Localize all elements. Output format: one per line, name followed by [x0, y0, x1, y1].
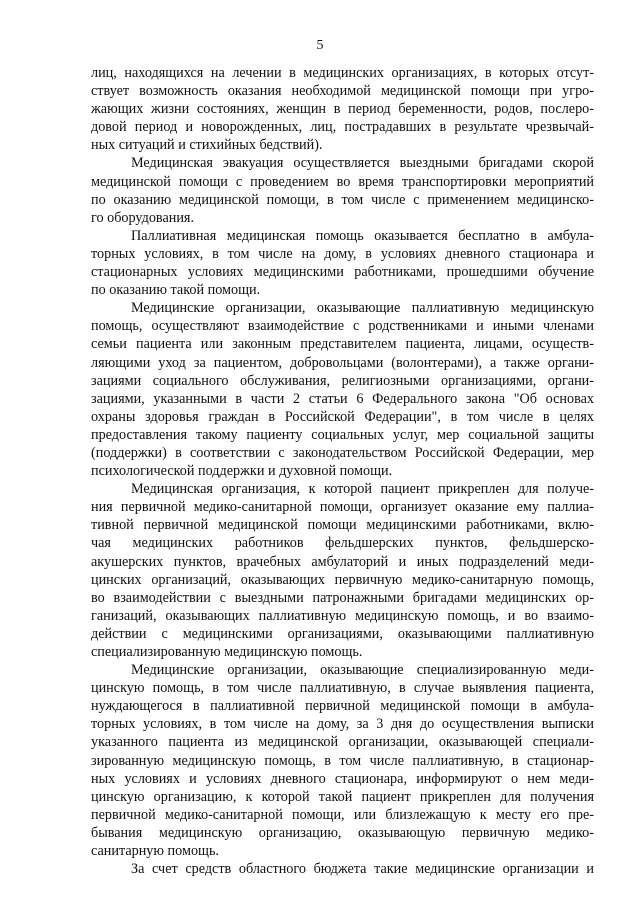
- text-line: лиц, находящихся на лечении в медицинских организациях, в которых отсут-: [91, 65, 594, 81]
- text-line: специализированную медицинскую помощь.: [91, 644, 363, 660]
- text-line: тивной первичной медицинской помощи медицинскими работниками, вклю-: [91, 517, 594, 534]
- text-line: во взаимодействии с выездными патронажными бригадами медицинских ор-: [91, 589, 594, 606]
- text-line: указанного пациента из медицинской организации, оказывающей специали-: [91, 734, 594, 751]
- text-line: зированную медицинскую помощь, в том числе паллиативную, в стационар-: [91, 752, 594, 769]
- text-line: помощь, осуществляют взаимодействие с родственниками и иными членами: [91, 318, 594, 335]
- text-line: нуждающегося в паллиативной первичной медицинской помощи в амбула-: [91, 698, 594, 715]
- text-line: семьи пациента или законным представителем пациента, лицами, осуществ-: [91, 336, 594, 353]
- text-line: ляющими уход за пациентом, добровольцами (волонтерами), а также органи-: [91, 354, 594, 371]
- text-line: охраны здоровья граждан в Российской Федерации", в том числе в целях: [91, 408, 594, 425]
- text-line: цинских организаций, оказывающих первичную медико-санитарную помощь,: [91, 571, 594, 588]
- text-line: торных условиях, в том числе на дому, в условиях дневного стационара и: [91, 245, 594, 262]
- text-line: го оборудования.: [91, 209, 194, 226]
- text-line: зациями, указанными в части 2 статьи 6 Федерального закона "Об основах: [91, 390, 594, 407]
- text-line: жающих жизни состояниях, женщин в период беременности, родов, послеро-: [91, 101, 594, 118]
- text-line: предоставления такому пациенту социальных услуг, мер социальной защиты: [91, 426, 594, 443]
- body-text: [91, 64, 594, 878]
- text-line: Медицинская эвакуация осуществляется выездными бригадами скорой: [131, 155, 594, 172]
- text-line: Медицинские организации, оказывающие специализированную меди-: [131, 662, 594, 679]
- text-line: цинскую помощь, в том числе паллиативную, в случае выявления пациента,: [91, 680, 594, 697]
- text-line: довой период и новорожденных, лиц, пострадавших в результате чрезвычай-: [91, 119, 594, 136]
- text-line: Паллиативная медицинская помощь оказывается бесплатно в амбула-: [131, 227, 594, 244]
- text-line: зациями социального обслуживания, религиозными организациями, органи-: [91, 372, 594, 389]
- text-line: санитарную помощь.: [91, 843, 219, 860]
- text-line: За счет средств областного бюджета такие медицинские организации и: [131, 861, 594, 878]
- text-line: ствует возможность оказания необходимой медицинской помощи при угро-: [91, 83, 594, 100]
- text-line: действии с медицинскими организациями, оказывающими паллиативную: [91, 625, 594, 642]
- text-line: медицинской помощи с проведением во время транспортировки мероприятий: [91, 173, 594, 190]
- text-line: акушерских пунктов, врачебных амбулаторий и иных подразделений меди-: [91, 553, 594, 570]
- text-line: ных условиях и условиях дневного стационара, информируют о нем меди-: [91, 770, 594, 787]
- text-line: торных условиях, в том числе на дому, за 3 дня до осуществления выписки: [91, 716, 594, 733]
- page-number: 5: [316, 38, 324, 53]
- text-line: стационарных условиях медицинскими работниками, прошедшими обучение: [91, 264, 594, 281]
- text-line: бывания медицинскую организацию, оказывающую первичную медико-: [91, 824, 594, 841]
- text-line: Медицинская организация, к которой пациент прикреплен для получе-: [131, 481, 594, 498]
- text-line: Медицинские организации, оказывающие паллиативную медицинскую: [131, 300, 594, 317]
- text-line: ганизаций, оказывающих паллиативную медицинскую помощь, и во взаимо-: [91, 607, 594, 624]
- text-line: ния первичной медико-санитарной помощи, организует оказание ему паллиа-: [91, 499, 594, 516]
- text-line: по оказанию такой помощи.: [91, 282, 261, 299]
- text-line: чая медицинских работников фельдшерских пунктов, фельдшерско-: [91, 535, 594, 552]
- text-line: ных ситуаций и стихийных бедствий).: [91, 137, 323, 154]
- text-line: по оказанию медицинской помощи, в том числе с применением медицинско-: [91, 191, 594, 208]
- text-line: психологической поддержки и духовной помощи.: [91, 463, 393, 480]
- text-line: (поддержки) в соответствии с законодательством Российской Федерации, мер: [91, 444, 594, 461]
- text-line: первичной медико-санитарной помощи, или близлежащую к месту его пре-: [91, 806, 594, 823]
- text-line: цинскую организацию, к которой такой пациент прикреплен для получения: [91, 788, 594, 805]
